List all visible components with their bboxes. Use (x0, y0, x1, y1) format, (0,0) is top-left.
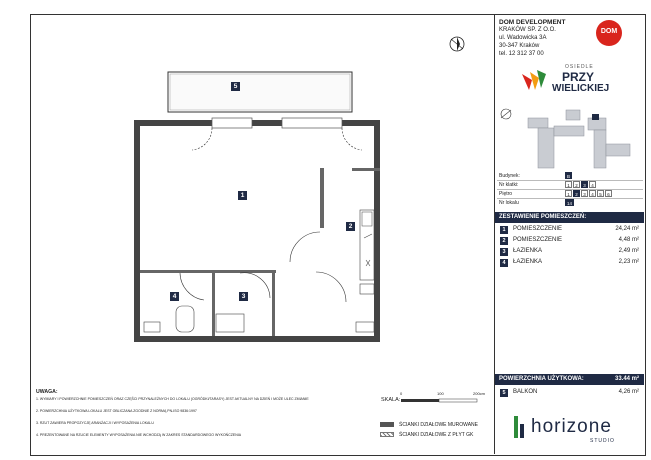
room-row (497, 258, 643, 268)
room-row (497, 236, 643, 246)
brand-name: horizone (531, 416, 612, 437)
location-cell: B (566, 174, 570, 179)
room-number: 1 (500, 226, 508, 234)
note-item: 2. POWIERZCHNIA UŻYTKOWA LOKALU JEST OBLICZANA ZGODNIE Z NORMĄ PN-ISO 9836:1997 (36, 409, 197, 413)
room-name: POMIESZCZENIE (513, 237, 563, 243)
room-area: 4,48 m² (618, 237, 639, 243)
legend-swatch-gk (380, 432, 394, 437)
rooms-header (495, 212, 644, 223)
project-logo-icon (520, 68, 548, 92)
scale-bar (400, 396, 480, 406)
scale-mark: 0 (400, 391, 403, 396)
room-name: ŁAZIENKA (513, 259, 543, 265)
legend-label: ŚCIANKI DZIAŁOWE Z PŁYT GK (399, 432, 474, 438)
balcony-row (497, 388, 643, 398)
location-row-stair (497, 181, 643, 190)
location-cell: 1 (565, 190, 572, 197)
location-row-floor (497, 190, 643, 199)
location-cell: 2 (573, 181, 580, 188)
room-number: 5 (500, 389, 508, 397)
location-row-building (497, 172, 643, 181)
north-arrow-icon (446, 33, 468, 55)
notes-title: UWAGA: (36, 389, 58, 395)
developer-name: DOM DEVELOPMENT (499, 19, 566, 26)
location-cell: 3 (581, 190, 588, 197)
room-area: 24,24 m² (615, 226, 639, 232)
note-item: 4. PREZENTOWANE NA RZUCIE ELEMENTY WYPOSAŻENIA NIE WCHODZĄ W ZAKRES STANDARDOWEGO WYKOŃCZENIA (36, 433, 242, 437)
room-row (497, 225, 643, 235)
legend-label: ŚCIANKI DZIAŁOWE MUROWANE (399, 422, 478, 428)
location-cell: 3 (581, 181, 588, 188)
developer-city: 30-347 Kraków (499, 43, 540, 49)
project-line1: OSIEDLE (565, 64, 594, 70)
usable-area-label: POWIERZCHNIA UŻYTKOWA: (499, 376, 584, 382)
location-cell: 14 (566, 201, 572, 206)
scale-mark: 100 (437, 391, 444, 396)
project-line3: WIELICKIEJ (552, 83, 610, 94)
location-label: Nr lokalu (499, 200, 519, 206)
room-area: 2,23 m² (618, 259, 639, 265)
brand-sub: STUDIO (590, 438, 615, 444)
scale-mark: 200cm (473, 391, 486, 396)
developer-legal: KRAKÓW SP. Z O.O. (499, 27, 556, 33)
location-cell: 1 (565, 181, 572, 188)
plan-label-balcony: 5 (231, 82, 240, 91)
horizone-logo-icon (514, 416, 528, 438)
room-number: 2 (500, 237, 508, 245)
location-cell: 4 (589, 190, 596, 197)
room-area: 4,26 m² (618, 389, 639, 395)
note-item: 1. WYMIARY I POWIERZCHNIE POMIESZCZEŃ ORAZ CZĘŚCI PRZYNALEŻNYCH DO LOKALU (OGRÓDKI/TARASY) JEST AKTUALNY NA DZIEŃ I MOŻE ULEC ZMIANIE (36, 397, 309, 401)
project-line2: PRZY (562, 70, 595, 84)
location-cell: 5 (597, 190, 604, 197)
plan-label-room-3: 3 (239, 292, 248, 301)
room-number: 3 (500, 248, 508, 256)
location-table (497, 172, 643, 208)
location-label: Nr klatki: (499, 182, 519, 188)
developer-street: ul. Wadowicka 3A (499, 35, 547, 41)
room-row (497, 247, 643, 257)
room-area: 2,49 m² (618, 248, 639, 254)
key-plan-icon (498, 104, 642, 170)
dom-logo-badge (596, 20, 622, 46)
room-name: POMIESZCZENIE (513, 226, 563, 232)
legend-swatch-masonry (380, 422, 394, 427)
room-name: BALKON (513, 389, 538, 395)
location-cell: 2 (573, 190, 580, 197)
scale-label: SKALA: (381, 397, 401, 403)
plan-label-room-2: 2 (346, 222, 355, 231)
room-name: ŁAZIENKA (513, 248, 543, 254)
plan-label-room-4: 4 (170, 292, 179, 301)
room-number: 4 (500, 259, 508, 267)
developer-phone: tel. 12 312 37 00 (499, 51, 544, 57)
plan-label-room-1: 1 (238, 191, 247, 200)
location-cell: 6 (605, 190, 612, 197)
location-cell: 4 (589, 181, 596, 188)
usable-area-value: 33.44 m² (614, 376, 639, 382)
location-row-unit (497, 199, 643, 207)
rooms-header-text: ZESTAWIENIE POMIESZCZEŃ: (499, 214, 587, 220)
location-label: Budynek: (499, 173, 520, 179)
floor-plan-drawing (120, 60, 390, 350)
location-label: Piętro (499, 191, 513, 197)
note-item: 3. RZUT ZAWIERA PROPOZYCJĘ ARANŻACJI I WYPOSAŻENIA LOKALU (36, 421, 154, 425)
dom-logo-text: DOM (600, 28, 618, 35)
usable-area-bar (495, 374, 644, 385)
